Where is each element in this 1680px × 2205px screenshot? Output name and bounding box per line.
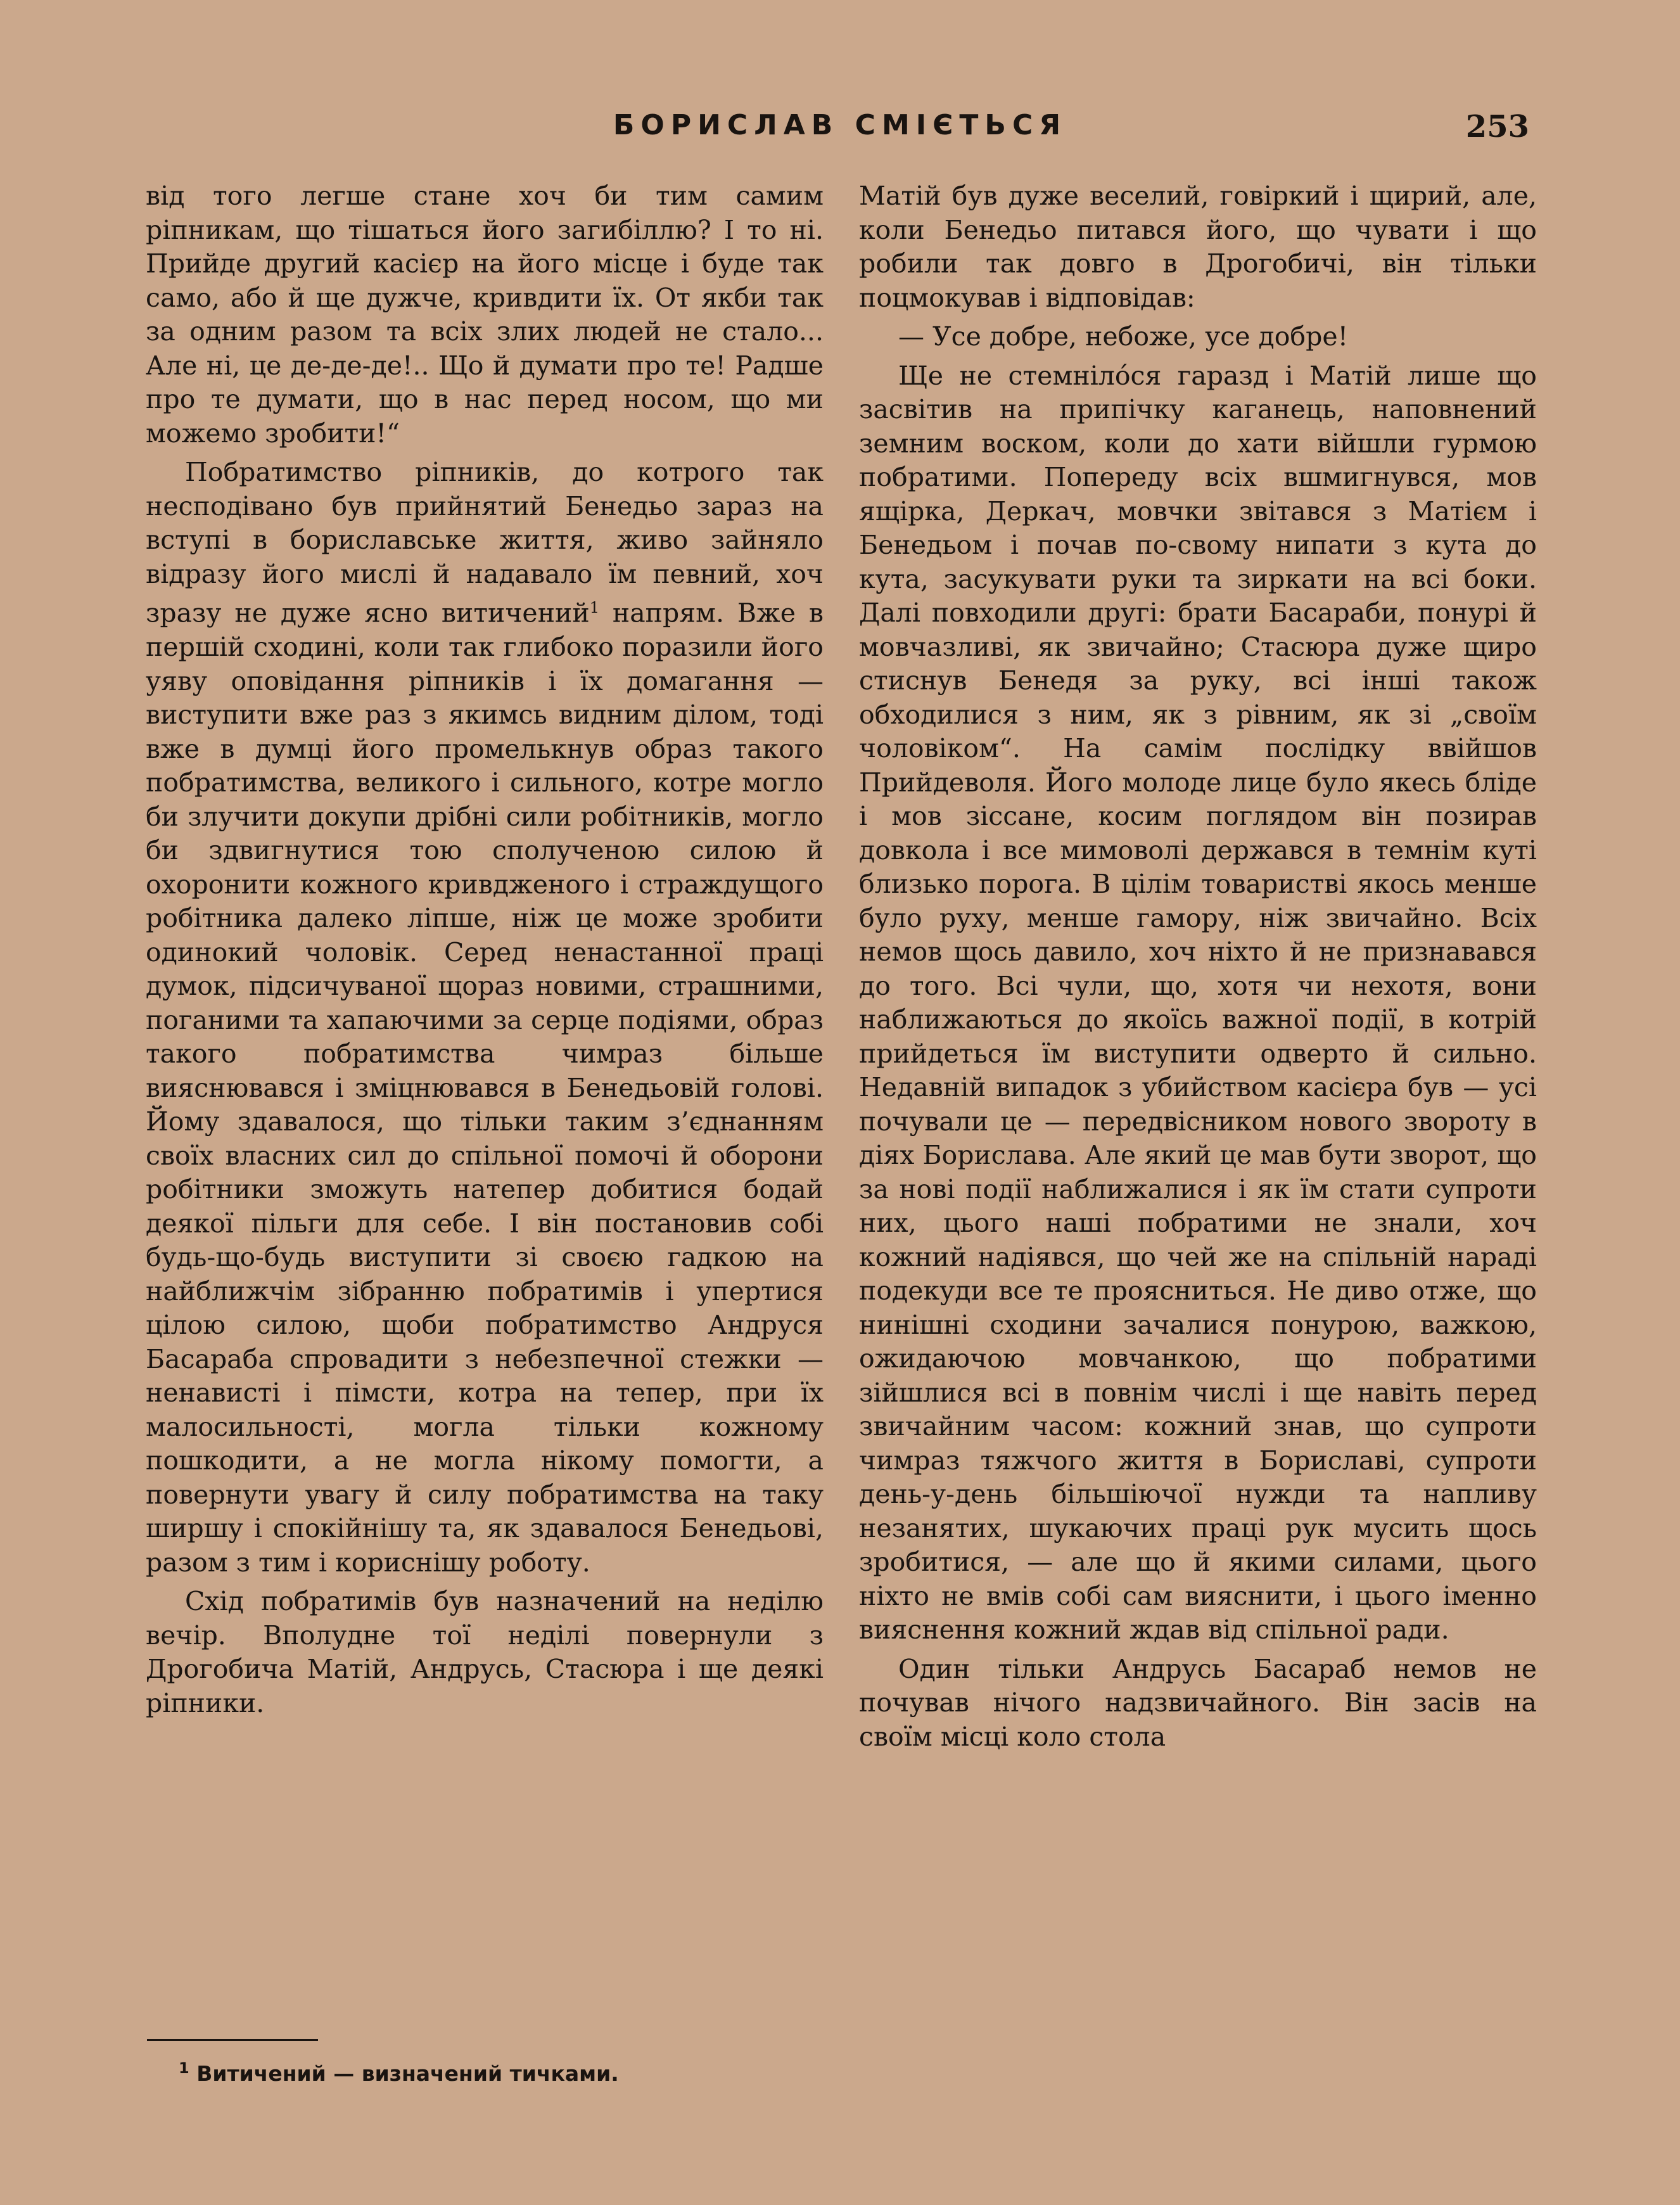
paragraph: Матій був дуже веселий, говіркий і щирий, але, коли Бенедьо питався його, що чувати і що робили так довго в Дрогобичі, він тільки поцмокував і відповідав: [859, 181, 1537, 313]
paragraph: Схід побратимів був назначений на неділю вечір. Вполудне тої неділі повернули з Дрогобича Матій, Андрусь, Стасюра і ще деякі ріпники. [146, 1586, 824, 1718]
paragraph-text: Побратимство ріпників, до котрого так несподівано був прийнятий Бенедьо зараз на вступі в бориславське життя, живо зайняло відразу його мислі й надавало їм певний, хоч зразу не дуже ясно витичений [146, 457, 824, 629]
footnote-marker: 1 [589, 599, 599, 617]
paragraph: Один тільки Андрусь Басараб немов не почував нічого надзвичайного. Він засів на своїм місці коло стола [859, 1653, 1537, 1752]
right-column [859, 179, 1537, 1759]
paragraph-text: напрям. Вже в першій сходині, коли так глибоко поразили його уяву оповідання ріпників і їх домагання — виступити вже раз з якимсь видним ділом, тоді вже в думці його промелькнув образ такого побратимства, великого і сильного, котре могло би злучити докупи дрібні сили робітників, могло би здвигнутися тою сполученою силою й охоронити кожного кривдженого і страждущого робітника далеко ліпше, ніж це може зробити одинокий чоловік. Серед ненастанної праці думок, підсичуваної щораз новими, страшними, поганими та хапаючими за серце подіями, образ такого побратимства чимраз більше вияснювався і зміцнювався в Бенедьовій голові. Йому здавалося, що тільки таким з’єднанням своїх власних сил до спільної помочі й оборони робітники зможуть натепер добитися бодай деякої пільги для себе. І він постановив собі будь-що-будь виступити зі своєю гадкою на найближчім зібранню побратимів і упертися цілою силою, щоби побратимство Андруся Басараба спровадити з небезпечної стежки — ненависті і пімсти, котра на тепер, при їх малосильності, могла тільки кожному пошкодити, а не могла нікому помогти, а повернути увагу й силу побратимства на таку ширшу і спокійнішу та, як здавалося Бенедьові, разом з тим і кориснішу роботу. [146, 598, 824, 1578]
dialogue-line: — Усе добре, небоже, усе добре! [898, 321, 1349, 352]
footnote-divider [147, 2039, 318, 2041]
footnote [179, 2059, 812, 2086]
running-title: БОРИСЛАВ СМІЄТЬСЯ [613, 109, 1067, 141]
paragraph: від того легше стане хоч би тим самим ріпникам, що тішаться його загибіллю? І то ні. Прийде другий касієр на його місце і буде так само, або й ще дужче, кривдити їх. От якби так за одним разом та всіх злих людей не стало... Але ні, це де-де-де!.. Що й думати про те! Радше про те думати, що в нас перед носом, що ми можемо зробити!“ [146, 181, 824, 449]
footnote-marker: 1 [179, 2059, 189, 2077]
paragraph [146, 456, 824, 1580]
page-number: 253 [1465, 109, 1529, 144]
footnote-text: Витичений — визначений тичками. [189, 2061, 619, 2086]
left-column [146, 179, 824, 1725]
page-header [146, 109, 1534, 153]
paragraph: Ще не стемніло́ся гаразд і Матій лише що засвітив на припічку каганець, наповнений земним воском, коли до хати війшли гурмою побратими. Попереду всіх вшмигнувся, мов ящірка, Деркач, мовчки звітався з Матієм і Бенедьом і почав по-свому нипати з кута до кута, засукувати руки та зиркати на всі боки. Далі повходили другі: брати Басараби, понурі й мовчазливі, як звичайно; Стасюра дуже щиро стиснув Бенедя за руку, всі інші також обходилися з ним, як з рівним, як зі „своїм чоловіком“. На самім послідку ввійшов Прийдеволя. Його молоде лице було якесь бліде і мов зіссане, косим поглядом він позирав довкола і все мимоволі держався в темнім куті близько порога. В цілім товаристві якось менше було руху, менше гамору, ніж звичайно. Всіх немов щось давило, хоч ніхто й не признавався до того. Всі чули, що, хотя чи нехотя, вони наближаються до якоїсь важної події, в котрій прийдеться їм виступити одверто й сильно. Недавній випадок з убийством касієра був — усі почували це — передвісником нового звороту в діях Борислава. Але який це мав бути зворот, що за нові події наближалися і як їм стати супроти них, цього наші побратими не знали, хоч кожний надіявся, що чей же на спільній нараді подекуди все те проясниться. Не диво отже, що нинішні сходини зачалися понурою, важкою, ожидаючою мовчанкою, що побратими зійшлися всі в повнім числі і ще навіть перед звичайним часом: кожний знав, що супроти чимраз тяжчого життя в Бориславі, супроти день-у-день більшіючої нужди та напливу незанятих, шукаючих праці рук мусить щось зробитися, — але що й якими силами, цього ніхто не вмів собі сам вияснити, і цього іменно вияснення кожний ждав від спільної ради. [859, 360, 1537, 1645]
